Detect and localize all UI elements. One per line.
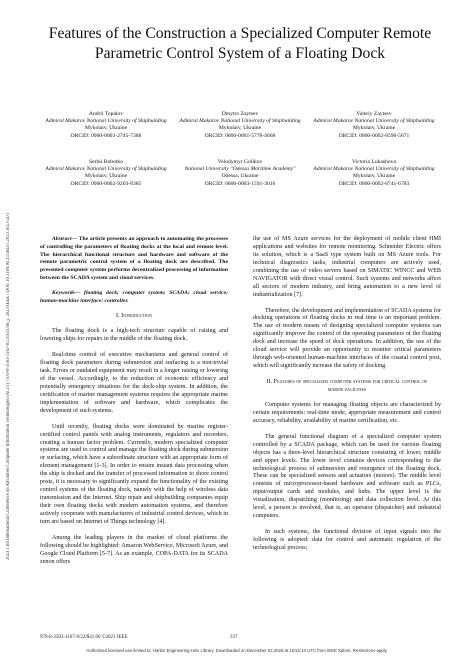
footer-copyright: 979-8-3503-1167-0/23/$31.00 ©2023 IEEE [40, 635, 128, 640]
author-card [40, 159, 172, 207]
author-name: Valeriy Zaytsev [356, 111, 392, 117]
body-paragraph: In such systems, the functional division of input signals into the following is adopted: data for control and automatic regulation of the technological process; [253, 529, 441, 551]
author-orcid: ORCID: 0000-0003-1591-3016 [204, 180, 276, 187]
body-paragraph: Among the leading players in the market of cloud platforms the following should be highlighted: Amazon WebService, Microsoft Azure, and Google Cloud Platform [5-7]. As an example, COPA-DATA for its SCADA zenon offers [40, 534, 228, 565]
page-number: 337 [230, 635, 238, 640]
author-orcid: ORCID: 0000-0003-2745-7388 [70, 132, 142, 139]
author-row [40, 159, 440, 207]
body-paragraph: Computer systems for managing floating objects are characterized by certain requirements: real-time mode, appropriate measurement and control accuracy, reliability, availability of marine certification, etc. [253, 401, 441, 424]
author-name: Serhii Robotko [88, 159, 124, 165]
author-affiliation: Admiral Makarov National University of Shipbuilding [313, 118, 435, 125]
author-city: Mykolaiv, Ukraine [84, 125, 128, 132]
author-city: Mykolaiv, Ukraine [84, 173, 128, 180]
abstract-text: — The article presents an approach to automating the processes of controlling the parameters of floating docks at the local and remote level. The hierarchical functional structure and hardware and software of the remote parametric control system of a floating dock are described. The presented computer system performs decentralized processing of information between the SCADA system and cloud services. [40, 236, 228, 281]
keywords-lead: Keywords [52, 289, 75, 296]
download-notice: Authorized licensed use limited to: Harbin Engineering Univ Library. Downloaded on December 02,2025 at 15:52:10 UTC from IEEE Xplore. Restrictions apply. [86, 648, 388, 653]
keywords-text: — floating dock; computer system; SCADA; cloud service; human-machine interface; controller. [40, 289, 228, 304]
author-orcid: ORCID: 0000-0002-8741-6783 [338, 180, 410, 187]
author-affiliation: Admiral Makarov National University of Shipbuilding [45, 118, 167, 125]
keywords [40, 290, 228, 306]
author-affiliation: National University "Odessa Maritime Academy" [184, 166, 296, 173]
author-city: Mykolaiv, Ukraine [218, 125, 262, 132]
author-affiliation: Admiral Makarov National University of Shipbuilding [313, 166, 435, 173]
author-name: Victoria Lukashova [352, 159, 396, 165]
author-name: Dmytro Zaytsev [221, 111, 259, 117]
author-city: Odessa, Ukraine [221, 173, 259, 180]
author-row [40, 111, 440, 159]
author-city: Mykolaiv, Ukraine [352, 173, 396, 180]
body-paragraph: Real-time control of executive mechanisms and general control of floating dock parameters during submersion and surfacing is a non-trivial task. Errors or outdated equipment may result in a longer raising or lowering of the vessel. Accordingly, to the reduction of economic efficiency and potentially emergency situations for the dock-ship system. In addition, the certification of marine management systems requires the appropriate marine implementation of software and hardware, which complicates the development of such systems. [40, 352, 228, 414]
body-paragraph: Until recently, floating docks were dominated by marine register-certified control panels with analog instruments, regulators and recorders, creating a human factor problem. Currently, modern specialized computer systems are used to control and manage the floating dock during submersion or surfacing, which have a subordinate structure with an appropriate form of element management [1-3]. In order to ensure instant data processing when the ship is docked and the transfer of processed information to shore control posts, it is necessary to significantly expand the functionality of the existing control systems of the floating dock, namely with the help of wireless data transmission and the Internet. Ship repair and shipbuilding companies equip their own floating docks with modern automation systems, and therefore actively cooperate with manufacturers of industrial control devices, which in turn are based on Internet of Things technology [4]. [40, 423, 228, 526]
author-city: Mykolaiv, Ukraine [352, 125, 396, 132]
author-card [174, 159, 306, 207]
author-orcid: ORCID: 0000-0002-8590-5671 [338, 132, 410, 139]
author-affiliation: Admiral Makarov National University of Shipbuilding [45, 166, 167, 173]
author-card [308, 159, 440, 207]
author-name: Andrii Topalov [88, 111, 124, 117]
author-orcid: ORCID: 0000-0001-5778-4668 [204, 132, 276, 139]
author-affiliation: Admiral Makarov National University of Shipbuilding [179, 118, 301, 125]
author-card [174, 111, 306, 159]
paper-title: Features of the Construction a Specialized Computer Remote Parametric Control System of a Floating Dock [48, 25, 432, 62]
author-card [40, 111, 172, 159]
author-orcid: ORCID: 0000-0002-9203-8385 [70, 180, 142, 187]
conference-side-strip: 2023 13th International Conference on Advanced Computer Information Technologies (ACIT) | 979-8-3503-1167-0/23/$31.00 ©2023 IEEE | DOI: 10.1109/ACIT58437.2023.10275471 [6, 212, 11, 560]
body-paragraph: Therefore, the development and implementation of SCADA systems for docking operations of floating docks in real time is an important problem. The use of modern means of designing specialized computer systems can significantly improve the control of the operating parameters of the floating dock and increase the speed of dock operations. In addition, the use of the cloud service will provide an opportunity to monitor critical parameters through web-oriented human-machine interfaces of the coastal control post, which will significantly increase the safety of docking. [253, 307, 441, 370]
abstract [40, 236, 228, 283]
section-heading-introduction: I. Introduction [116, 313, 152, 320]
abstract-lead: Abstract [52, 236, 72, 242]
body-paragraph: The floating dock is a high-tech structure capable of raising and lowering ships for repairs in the middle of the floating dock. [40, 328, 228, 343]
author-block [40, 111, 440, 207]
author-name: Volodymyr Golikov [217, 159, 263, 165]
author-card [308, 111, 440, 159]
body-paragraph: the use of MS Azure services for the deployment of mobile client HMI applications and websites for remote monitoring. Schneider Electric offers its solution, which is a SaaS type system built on MS Azure tools. For technical diagnostics tasks, industrial computers are actively used, combining the use of video servers based on SIMATIC WINCC and WEB NAVIGATOR with direct visual control. Such systems and networks affect all sectors of modern industry, and bring automation to a new level of industrialization [7]. [253, 236, 441, 298]
right-column [253, 236, 441, 553]
body-paragraph: The general functional diagram of a specialized computer system controlled by a SCADA package, which can be used for various floating objects has a three-level hierarchical structure consisting of lower, middle and upper levels. The lower level contains devices corresponding to the technological process of submersion and resurgence of the floating dock. These can be specialized sensors and actuators (motors). The middle level consists of microprocessor-based hardware and software such as PLCs, input/output cards and modules, and hubs. The upper level is the visualization, dispatching (monitoring) and data collection level. At this level, a person is involved, that is, an operator (dispatcher) and industrial computers. [253, 433, 441, 520]
section-heading-features: II. Features of specialized computer systems for critical control of marine facilities [266, 379, 428, 394]
left-column [40, 236, 228, 567]
